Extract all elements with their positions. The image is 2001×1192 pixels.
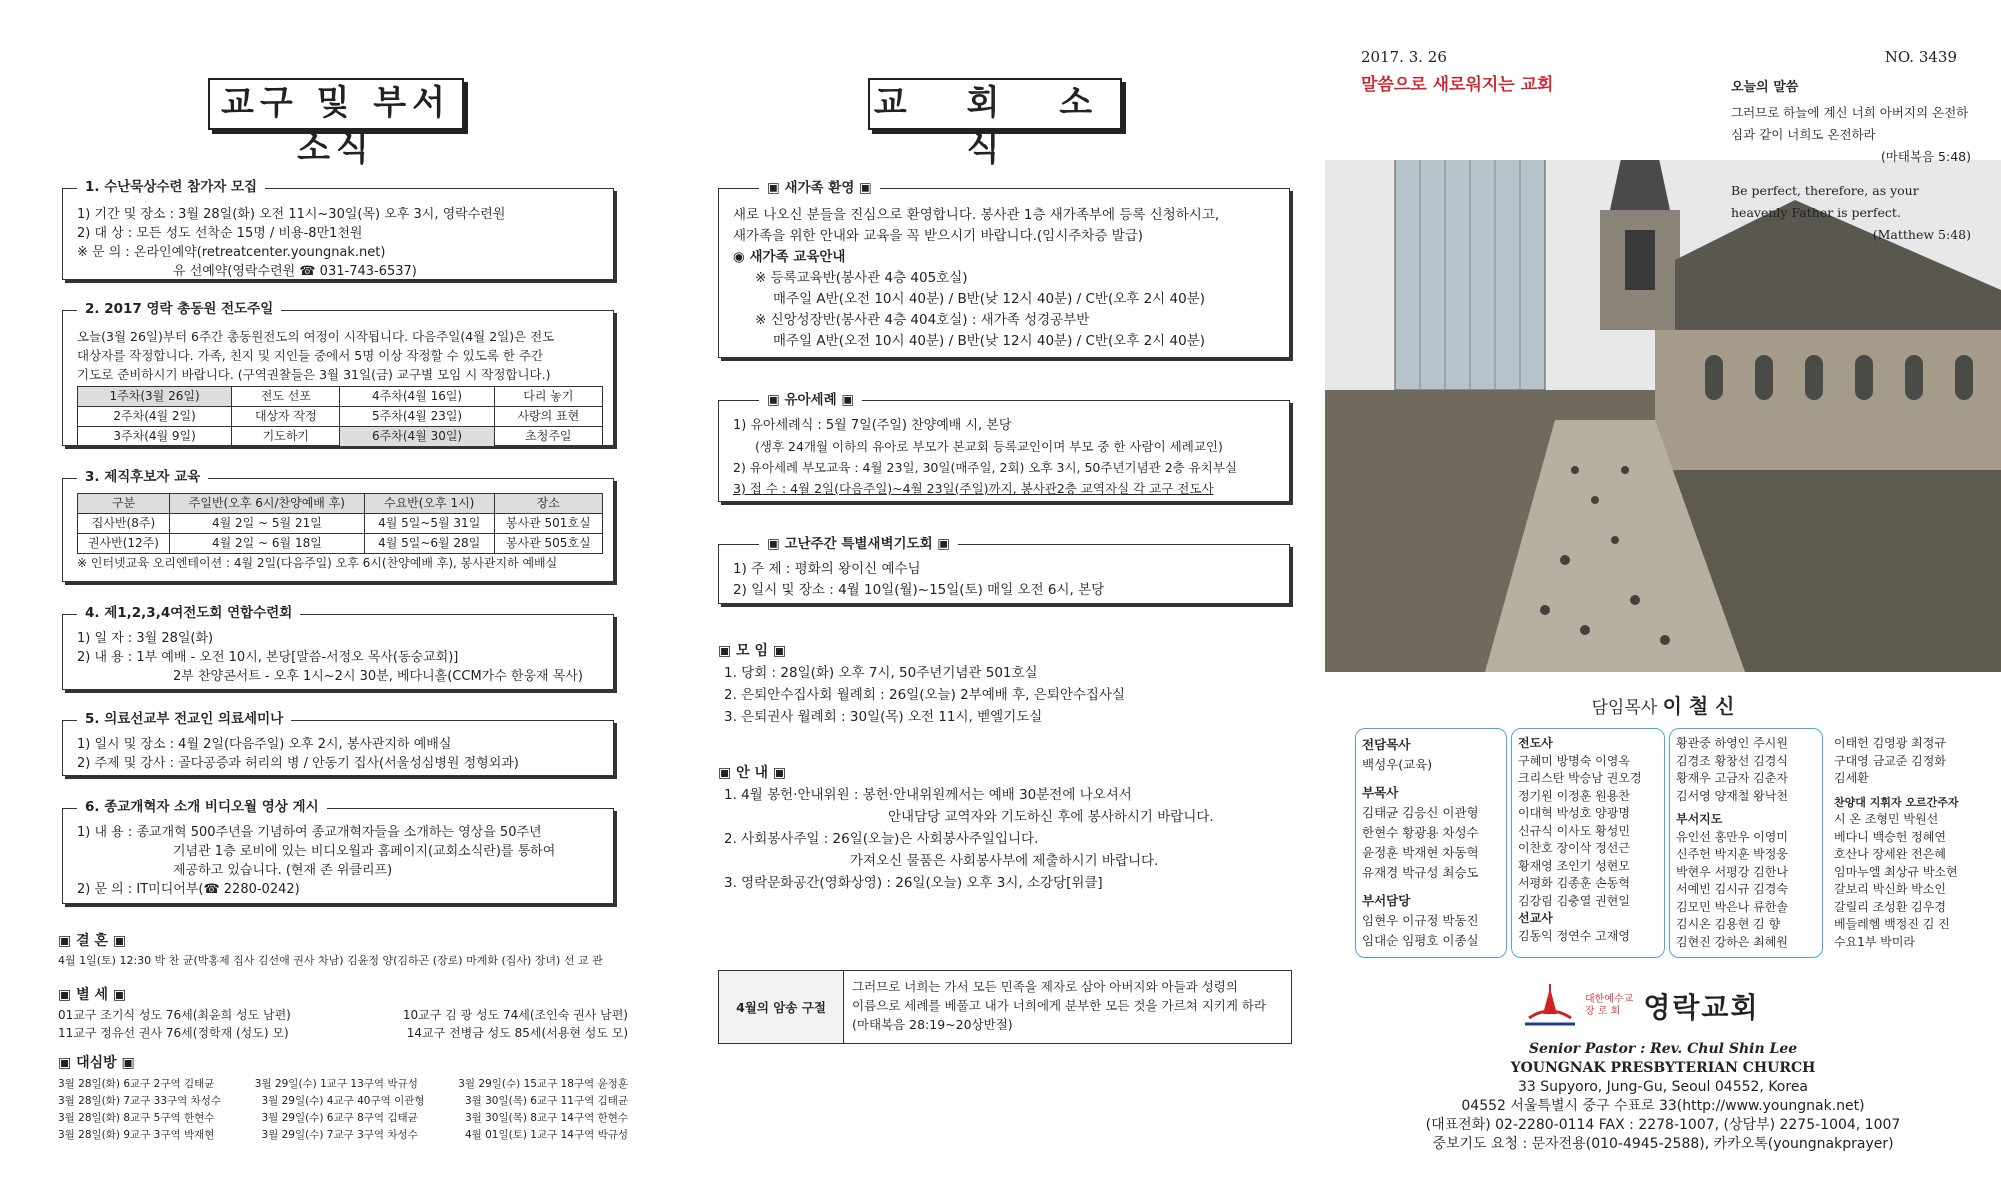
table-cell: 집사반(8주) (78, 514, 170, 534)
text-line: ※ 신앙성장반(봉사관 4층 404호실) : 새가족 성경공부반 (755, 312, 1090, 328)
death-heading: ▣ 별 세 ▣ (58, 987, 127, 1003)
staff-names: 황재영 조인기 성현모 (1518, 858, 1630, 873)
verse-text: 그러므로 하늘에 계신 너희 아버지의 온전하심과 같이 너희도 온전하라 (1731, 105, 1969, 142)
table-cell: 4월 5일~6월 28일 (364, 534, 494, 554)
table-row (78, 494, 603, 514)
text-line: 1) 일 자 : 3월 28일(화) (77, 631, 214, 646)
staff-names: 임현우 이규정 박동진 (1362, 913, 1479, 928)
list-item: 3. 영락문화공간(영화상영) : 26일(오늘) 오후 3시, 소강당[위클] (724, 875, 1103, 891)
table-row (78, 514, 603, 534)
verse-reference: (마태복음 5:48) (1880, 149, 1971, 164)
death-entry: 11교구 정유선 권사 76세(정학재 (성도) 모) (58, 1026, 289, 1040)
staff-names: 베다니 백승헌 정혜연 (1834, 829, 1946, 844)
table-cell: 4주차(4월 16일) (340, 387, 494, 407)
staff-names: 김현진 강하은 최혜원 (1676, 934, 1788, 949)
table-row (78, 534, 603, 554)
text-line: 1) 일시 및 장소 : 4월 2일(다음주일) 오후 2시, 봉사관지하 예배실 (77, 737, 452, 752)
text-line: 1) 기간 및 장소 : 3월 28일(화) 오전 11시~30일(목) 오후 3시, 영락수련원 (77, 207, 506, 222)
meeting-list (724, 662, 1125, 728)
section-retreat (62, 179, 614, 280)
section-title: 3. 제직후보자 교육 (77, 468, 208, 487)
logo-sub-line: 장 로 회 (1585, 1006, 1621, 1017)
table-row (78, 427, 603, 447)
staff-names: 베들레헴 백정진 김 진 (1834, 917, 1950, 931)
text-line: ※ 문 의 : 온라인예약(retreatcenter.youngnak.net) (77, 245, 386, 260)
section-title: 4. 제1,2,3,4여전도회 연합수련회 (77, 604, 300, 623)
table-row (58, 1127, 628, 1144)
staff-names: 이찬호 장이삭 정선근 (1518, 841, 1630, 855)
left-page (0, 0, 650, 1192)
table-cell: 장소 (494, 494, 602, 514)
text-line: ※ 등록교육반(봉사관 4층 405호실) (755, 270, 968, 286)
address-line: Senior Pastor : Rev. Chul Shin Lee (1528, 1041, 1798, 1057)
staff-names: 유재경 박규성 최승도 (1362, 865, 1479, 880)
verse-reference: (Matthew 5:48) (1872, 227, 1971, 242)
cover-page (1325, 0, 2001, 1192)
staff-names: 한현수 황광용 차성수 (1362, 825, 1479, 840)
staff-names: 서예빈 김시규 김경숙 (1676, 882, 1788, 896)
table-row (78, 407, 603, 427)
visit-cell: 3월 29일(수) 4교구 40구역 이관형 (261, 1095, 425, 1107)
text-line: 1) 유아세례식 : 5월 7일(주일) 찬양예배 시, 본당 (733, 418, 1012, 433)
staff-box (1669, 728, 1823, 958)
staff-names: 구혜미 방명숙 이영옥 (1518, 753, 1630, 768)
staff-heading: 부목사 (1362, 785, 1399, 800)
section-title: 1. 수난묵상수련 참가자 모집 (77, 178, 265, 197)
death-entry: 10교구 김 광 성도 74세(조인숙 권사 남편) (402, 1008, 628, 1022)
table-cell: 4월 2일 ~ 5월 21일 (169, 514, 364, 534)
text-line: 2) 문 의 : IT미디어부(☎ 2280-0242) (77, 882, 300, 897)
table-row (58, 1093, 628, 1110)
staff-names: 임마누엘 최상규 박소현 (1834, 864, 1958, 879)
staff-box (1827, 728, 1981, 958)
list-item: 2. 사회봉사주일 : 26일(오늘)은 사회봉사주일입니다. (724, 831, 1039, 847)
verse-english (1731, 180, 1971, 246)
text-line: 2) 대 상 : 모든 성도 선착순 15명 / 비용-8만1천원 (77, 226, 363, 241)
staff-heading: 부서담당 (1362, 893, 1411, 908)
staff-names: 김시온 김용현 김 향 (1676, 917, 1781, 931)
section-womens-retreat (62, 605, 614, 690)
death-entry: 14교구 전병금 성도 85세(서용현 성도 모) (406, 1026, 628, 1040)
table-cell: 4월 2일 ~ 6월 18일 (169, 534, 364, 554)
visit-cell: 4월 01일(토) 1교구 14구역 박규성 (464, 1129, 628, 1141)
visit-cell: 3월 30일(목) 6교구 11구역 김태균 (464, 1095, 628, 1107)
text-line: 1) 주 제 : 평화의 왕이신 예수님 (733, 561, 921, 577)
staff-names: 김강림 김충열 권현일 (1518, 893, 1630, 908)
memory-verse-text (844, 971, 1291, 1043)
text-line: 기도로 준비하시기 바랍니다. (구역권찰들은 3월 31일(금) 교구별 모임 시 작정합니다.) (77, 367, 551, 382)
visit-cell: 3월 28일(화) 7교구 33구역 차성수 (58, 1095, 222, 1107)
visit-cell: 3월 29일(수) 15교구 18구역 윤정훈 (458, 1078, 628, 1090)
section-new-family (718, 180, 1290, 358)
staff-names: 이대혁 박성호 양광명 (1518, 806, 1630, 820)
table-cell: 전도 선포 (232, 387, 340, 407)
text-line: 제공하고 있습니다. (현재 존 위클리프) (173, 863, 393, 878)
section-title: 6. 종교개혁자 소개 비디오월 영상 게시 (77, 798, 327, 817)
staff-names: 서평화 김종훈 손동혁 (1518, 876, 1630, 890)
staff-names: 갈릴리 조성환 김우경 (1834, 899, 1946, 914)
staff-names: 백성우(교육) (1362, 757, 1433, 772)
bulletin-date: 2017. 3. 26 (1361, 48, 1447, 66)
visit-cell: 3월 29일(수) 7교구 3구역 차성수 (261, 1129, 418, 1141)
table-cell: 초청주일 (494, 427, 602, 447)
staff-names: 황재우 고금자 김춘자 (1676, 771, 1788, 785)
table-cell: 4월 5일~5월 31일 (364, 514, 494, 534)
staff-names: 이태헌 김영광 최정규 (1834, 736, 1946, 750)
staff-heading: 선교사 (1518, 911, 1553, 925)
staff-names: 유인선 홍만우 이영미 (1676, 829, 1788, 844)
wedding-line: 4월 1일(토) 12:30 박 찬 균(박홍제 집사 김선애 권사 차남) 김윤정 양(김하곤 (장로) 마계화 (집사) 장녀) 선 교 관 (58, 954, 603, 967)
visit-cell: 3월 29일(수) 1교구 13구역 박규성 (254, 1078, 418, 1090)
death-entry: 01교구 조기식 성도 76세(최윤희 성도 남편) (58, 1008, 291, 1022)
table-cell: 수요반(오후 1시) (364, 494, 494, 514)
address-line: (대표전화) 02-2280-0114 FAX : 2278-1007, (상담부) 2275-1004, 1007 (1425, 1117, 1901, 1133)
text-line: 2) 유아세례 부모교육 : 4월 23일, 30일(매주일, 2회) 오후 3시, 50주년기념관 2층 유치부실 (733, 460, 1238, 475)
list-item (58, 1006, 628, 1024)
text-line: 3) 접 수 : 4월 2일(다음주일)~4월 23일(주일)까지, 봉사관2층 교역자실 각 교구 전도사 (733, 481, 1214, 496)
text-line: 이름으로 세례를 베풀고 내가 너희에게 분부한 모든 것을 가르쳐 지키게 하라 (852, 998, 1267, 1013)
notice-list (724, 784, 1214, 894)
visit-cell: 3월 28일(화) 8교구 5구역 한현수 (58, 1112, 215, 1124)
memory-verse-box (718, 970, 1292, 1044)
section-title: ▣ 고난주간 특별새벽기도회 ▣ (759, 534, 958, 555)
staff-names: 수요1부 박미라 (1834, 934, 1916, 949)
list-item: 가져오신 물품은 사회봉사부에 제출하시기 바랍니다. (850, 853, 1159, 869)
visit-cell: 3월 29일(수) 6교구 8구역 김태균 (261, 1112, 418, 1124)
table-cell: 3주차(4월 9일) (78, 427, 232, 447)
staff-heading: 찬양대 지휘자 오르간주자 (1834, 795, 1959, 809)
section-title: 2. 2017 영락 총동원 전도주일 (77, 300, 281, 319)
address-line: YOUNGNAK PRESBYTERIAN CHURCH (1510, 1060, 1816, 1076)
staff-names: 신주헌 박지훈 박정웅 (1676, 847, 1788, 861)
section-infant-baptism (718, 392, 1290, 502)
staff-heading: 부서지도 (1676, 812, 1723, 826)
training-table (77, 493, 603, 554)
logo-sub-line: 대한예수교 (1585, 994, 1634, 1005)
visit-cell: 3월 28일(화) 6교구 2구역 김태균 (58, 1078, 215, 1090)
page-title-parish: 교구 및 부서소식 (208, 78, 464, 130)
staff-names: 김경조 황창선 김경식 (1676, 753, 1788, 768)
table-cell: 주일반(오후 6시/찬양예배 후) (169, 494, 364, 514)
church-photo (1325, 0, 2001, 672)
staff-names: 김태균 김응신 이관형 (1362, 805, 1479, 820)
table-cell: 다리 놓기 (494, 387, 602, 407)
staff-heading: 전도사 (1518, 736, 1553, 750)
church-slogan: 말씀으로 새로워지는 교회 (1361, 75, 1554, 95)
logo-name: 영락교회 (1643, 991, 1760, 1024)
text-line: 1) 내 용 : 종교개혁 500주년을 기념하여 종교개혁자들을 소개하는 영상을 50주년 (77, 825, 542, 840)
church-emblem-icon (1525, 984, 1575, 1028)
logo-subtitle (1585, 994, 1633, 1018)
text-line: 2) 주제 및 강사 : 골다공증과 허리의 병 / 안동기 집사(서울성심병원 정형외과) (77, 756, 519, 771)
staff-names: 김서영 양재철 왕낙천 (1676, 788, 1788, 803)
table-cell: 사랑의 표현 (494, 407, 602, 427)
meeting-heading: ▣ 모 임 ▣ (718, 643, 787, 659)
list-item (58, 1024, 628, 1042)
wedding-heading: ▣ 결 혼 ▣ (58, 933, 127, 949)
list-item: 1. 당회 : 28일(화) 오후 7시, 50주년기념관 501호실 (724, 665, 1038, 681)
table-cell: 1주차(3월 26일) (78, 387, 232, 407)
table-cell: 대상자 작정 (232, 407, 340, 427)
staff-heading: 전담목사 (1362, 737, 1411, 752)
issue-number: NO. 3439 (1884, 48, 1957, 66)
staff-names: 김동익 정연수 고재영 (1518, 928, 1630, 943)
evangelism-table (77, 386, 603, 447)
memory-verse-label: 4월의 암송 구절 (719, 971, 844, 1043)
section-title: ▣ 유아세례 ▣ (759, 390, 862, 411)
section-title: 5. 의료선교부 전교인 의료세미나 (77, 710, 291, 729)
address-line: 중보기도 요청 : 문자전용(010-4945-2588), 카카오톡(youngnakprayer) (1432, 1136, 1894, 1152)
table-cell: 5주차(4월 23일) (340, 407, 494, 427)
section-title: ▣ 새가족 환영 ▣ (759, 178, 880, 199)
table-cell: 기도하기 (232, 427, 340, 447)
church-address (1325, 1040, 2001, 1154)
staff-names: 윤정훈 박재현 차동혁 (1362, 845, 1479, 860)
section-medical-seminar (62, 711, 614, 776)
staff-names: 신규식 이사도 황성민 (1518, 823, 1630, 838)
text-line: 2부 찬양콘서트 - 오후 1시~2시 30분, 베다니홀(CCM가수 한웅재 목사) (173, 669, 583, 684)
middle-page (650, 0, 1325, 1192)
staff-names: 정기원 이정훈 원용찬 (1518, 788, 1630, 803)
visit-cell: 3월 28일(화) 9교구 3구역 박재현 (58, 1129, 215, 1141)
pastor-label: 담임목사 (1591, 698, 1658, 718)
death-list (58, 1006, 628, 1042)
text-line: 매주일 A반(오전 10시 40분) / B반(낮 12시 40분) / C반(오후 2시 40분) (773, 333, 1206, 349)
staff-names: 박현우 서평강 김한나 (1676, 864, 1788, 879)
text-line: 오늘(3월 26일)부터 6주간 총동원전도의 여정이 시작됩니다. 다음주일(4월 2일)은 전도 (77, 329, 555, 344)
section-dawn-prayer (718, 536, 1290, 604)
list-item: 안내담당 교역자와 기도하신 후에 봉사하시기 바랍니다. (888, 809, 1214, 825)
text-line: 매주일 A반(오전 10시 40분) / B반(낮 12시 40분) / C반(오후 2시 40분) (773, 291, 1206, 307)
staff-names: 갈보리 박신화 박소인 (1834, 882, 1946, 896)
staff-names: 구대영 금교준 김정화 (1834, 753, 1946, 768)
section-evangelism (62, 301, 614, 446)
text-line: 대상자를 작정합니다. 가족, 친지 및 지인들 중에서 5명 이상 작정할 수 있도록 한 주간 (77, 348, 544, 363)
notice-heading: ▣ 안 내 ▣ (718, 765, 787, 781)
staff-names: 크리스탄 박승남 권오경 (1518, 771, 1642, 785)
text-line: 유 선예약(영락수련원 ☎ 031-743-6537) (173, 264, 417, 279)
text-line: ※ 인터넷교육 오리엔테이션 : 4월 2일(다음주일) 오후 6시(찬양예배 후), 봉사관지하 예배실 (77, 556, 558, 570)
text-line: 새가족을 위한 안내와 교육을 꼭 받으시기 바랍니다.(임시주차증 발급) (733, 228, 1144, 244)
staff-names: 김세환 (1834, 771, 1869, 785)
table-cell: 봉사관 501호실 (494, 514, 602, 534)
text-line: (생후 24개월 이하의 유아로 부모가 본교회 등록교인이며 부모 중 한 사람이 세례교인) (755, 439, 1223, 454)
section-reformers-video (62, 799, 614, 904)
church-logo (1525, 984, 1760, 1028)
text-line: 기념관 1층 로비에 있는 비디오월과 홈페이지(교회소식란)를 통하여 (173, 844, 556, 859)
staff-box (1511, 728, 1665, 958)
address-line: 33 Supyoro, Jung-Gu, Seoul 04552, Korea (1517, 1079, 1809, 1095)
staff-names: 황관중 하영인 주시원 (1676, 736, 1788, 750)
visit-heading: ▣ 대심방 ▣ (58, 1055, 135, 1071)
table-row (58, 1110, 628, 1127)
text-line: 2) 내 용 : 1부 예배 - 오전 10시, 본당[말씀-서정오 목사(동숭교회)] (77, 650, 459, 665)
address-line: 04552 서울특별시 중구 수표로 33(http://www.youngnak.net) (1461, 1098, 1865, 1114)
staff-box (1355, 728, 1507, 958)
page-title-church-news: 교 회 소 식 (868, 78, 1122, 130)
staff-names: 김모민 박은나 류한솔 (1676, 899, 1788, 914)
table-cell: 봉사관 505호실 (494, 534, 602, 554)
text-line: 새로 나오신 분들을 진심으로 환영합니다. 봉사관 1층 새가족부에 등록 신청하시고, (733, 207, 1220, 223)
table-cell: 권사반(12주) (78, 534, 170, 554)
staff-names: 호산나 장세완 전은혜 (1834, 847, 1946, 861)
list-item: 3. 은퇴권사 월례회 : 30일(목) 오전 11시, 벧엘기도실 (724, 709, 1043, 725)
text-line: (마태복음 28:19~20상반절) (852, 1017, 1013, 1032)
visit-cell: 3월 30일(목) 8교구 14구역 한현수 (464, 1112, 628, 1124)
list-item: 2. 은퇴안수집사회 월례회 : 26일(오늘) 2부예배 후, 은퇴안수집사실 (724, 687, 1126, 703)
table-row (78, 387, 603, 407)
table-row (58, 1076, 628, 1093)
verse-korean (1731, 102, 1971, 168)
staff-names: 임대순 임평호 이종실 (1362, 933, 1479, 948)
section-deacon-training (62, 469, 614, 582)
verse-heading: 오늘의 말씀 (1731, 80, 1799, 95)
table-cell: 구분 (78, 494, 170, 514)
senior-pastor (1325, 690, 2001, 719)
list-item: 1. 4월 봉헌·안내위원 : 봉헌·안내위원께서는 예배 30분전에 나오셔서 (724, 787, 1132, 803)
verse-text: Be perfect, therefore, as your heavenly Father is perfect. (1731, 183, 1919, 220)
text-line: ◉ 새가족 교육안내 (733, 249, 846, 265)
table-cell: 6주차(4월 30일) (340, 427, 494, 447)
text-line: 2) 일시 및 장소 : 4월 10일(월)~15일(토) 매일 오전 6시, 본당 (733, 582, 1105, 598)
text-line: 그러므로 너희는 가서 모든 민족을 제자로 삼아 아버지와 아들과 성령의 (852, 979, 1238, 994)
visit-table (58, 1076, 628, 1144)
table-cell: 2주차(4월 2일) (78, 407, 232, 427)
staff-names: 시 온 조형민 박원선 (1834, 812, 1939, 826)
pastor-name: 이 철 신 (1662, 694, 1735, 718)
